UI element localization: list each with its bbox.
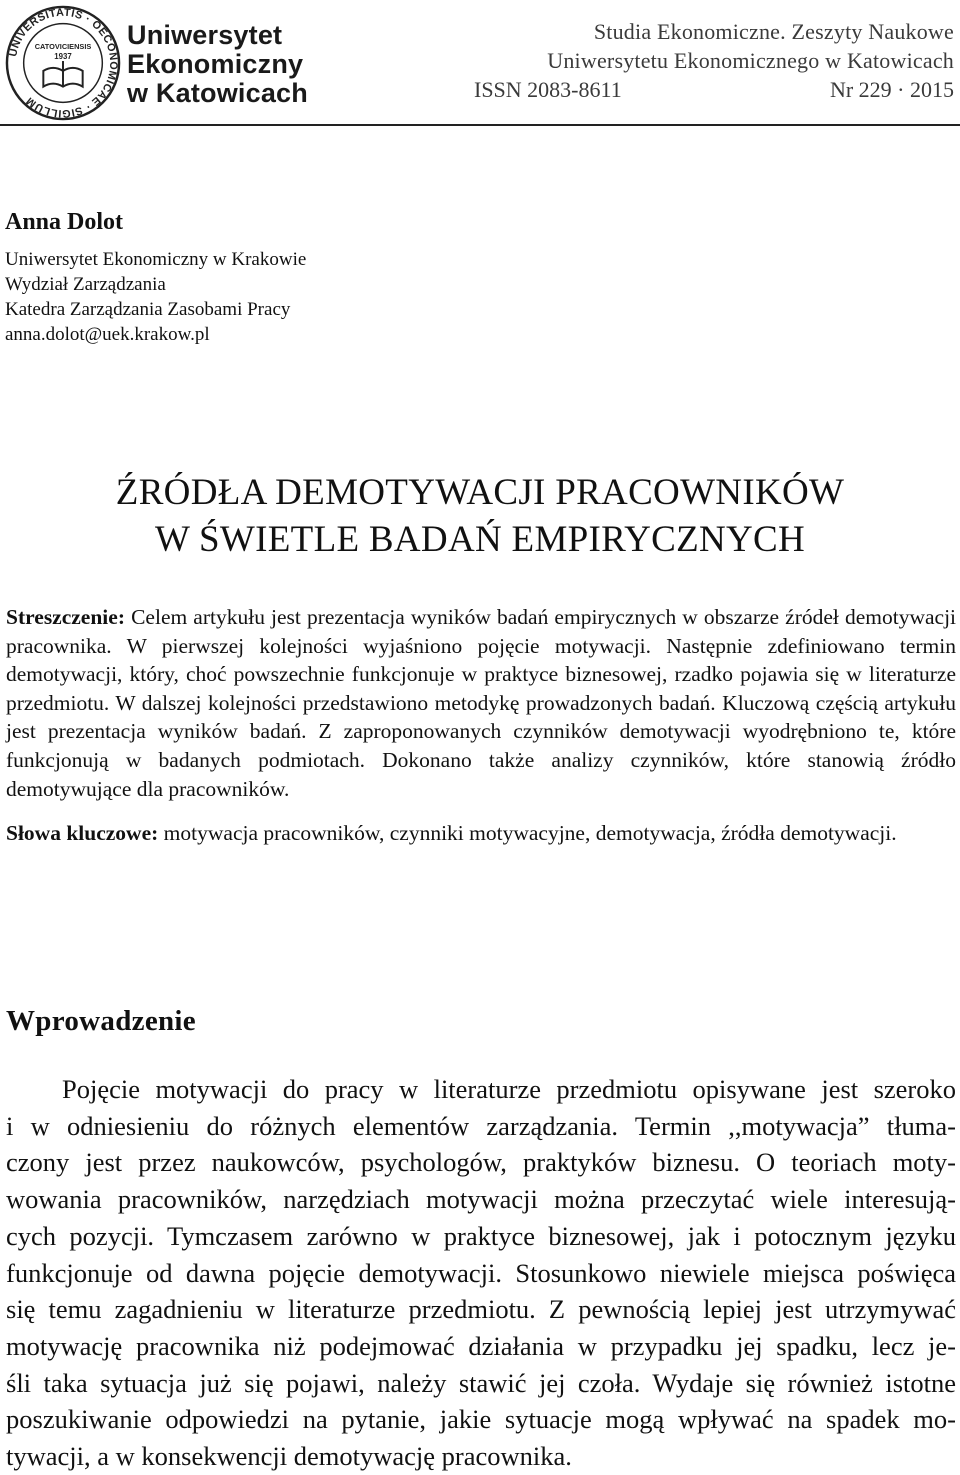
keywords xyxy=(6,819,956,848)
journal-info xyxy=(474,17,954,104)
introduction-paragraph xyxy=(6,1071,956,1475)
svg-text:1937: 1937 xyxy=(54,52,72,62)
intro-line: poszukiwanie odpowiedzi na pytanie, jakie sytuacje mogą wpływać na spadek mo- xyxy=(6,1404,956,1435)
abstract-section xyxy=(6,603,956,848)
intro-line: cych pozycji. Tymczasem zarówno w praktyce biznesowej, jak i potocznym języku xyxy=(6,1220,956,1251)
journal-title-line-2: Uniwersytetu Ekonomicznego w Katowicach xyxy=(547,48,954,73)
author-name: Anna Dolot xyxy=(5,209,124,235)
university-name-line-2: Ekonomiczny xyxy=(127,49,304,79)
article-title xyxy=(0,469,960,563)
author-affiliation-university: Uniwersytet Ekonomiczny w Krakowie xyxy=(5,249,307,270)
issn: ISSN 2083-8611 xyxy=(474,77,622,102)
intro-line: wowania pracowników, narzędziach motywacji można przeczytać wiele interesują- xyxy=(6,1184,956,1215)
intro-line: i w odniesieniu do różnych elementów zarządzania. Termin ,,motywacja” tłuma- xyxy=(6,1110,956,1141)
keywords-text: motywacja pracowników, czynniki motywacyjne, demotywacja, źródła demotywacji. xyxy=(163,821,897,846)
author-affiliation-faculty: Wydział Zarządzania xyxy=(5,274,166,295)
intro-line: funkcjonuje od dawna pojęcie demotywacji. Stosunkowo niewiele miejsca poświęca xyxy=(6,1257,956,1288)
keywords-label: Słowa kluczowe: xyxy=(6,821,159,846)
university-seal-logo xyxy=(4,4,122,122)
svg-text:UNIVERSITATIS · OECONOMICAE ·: UNIVERSITATIS · OECONOMICAE · SIGILLUM xyxy=(7,6,120,120)
intro-line: motywację pracownika niż podejmować działania w przypadku jej spadku, lecz je- xyxy=(6,1330,956,1361)
issue-row xyxy=(474,75,954,104)
university-name-line-3: w Katowicach xyxy=(127,78,308,108)
title-line-2: W ŚWIETLE BADAŃ EMPIRYCZNYCH xyxy=(154,519,806,560)
author-email: anna.dolot@uek.krakow.pl xyxy=(5,324,210,345)
abstract xyxy=(6,603,956,803)
title-line-1: ŹRÓDŁA DEMOTYWACJI PRACOWNIKÓW xyxy=(115,472,845,513)
author-block xyxy=(5,210,306,347)
intro-line: się temu zagadnieniu w literaturze przedmiotu. Z pewnością lepiej jest utrzymywać xyxy=(6,1294,956,1325)
university-name-logo xyxy=(127,21,308,108)
journal-title-line-1: Studia Ekonomiczne. Zeszyty Naukowe xyxy=(593,19,954,44)
intro-line: Pojęcie motywacji do pracy w literaturze przedmiotu opisywane jest szeroko xyxy=(62,1074,956,1104)
university-name-line-1: Uniwersytet xyxy=(127,20,283,50)
intro-line: tywacji, a w konsekwencji demotywację pracownika. xyxy=(6,1441,572,1472)
section-heading-introduction: Wprowadzenie xyxy=(6,1005,196,1037)
abstract-label: Streszczenie: xyxy=(6,605,125,629)
intro-line: śli taka sytuacja już się pojawi, należy stawić jej czoła. Wydaje się również istotne xyxy=(6,1367,956,1398)
page-header xyxy=(0,0,960,128)
author-affiliation-department: Katedra Zarządzania Zasobami Pracy xyxy=(5,299,291,320)
svg-text:CATOVICIENSIS: CATOVICIENSIS xyxy=(34,42,92,52)
header-divider xyxy=(0,124,960,126)
issue-number: Nr 229 · 2015 xyxy=(829,77,954,102)
abstract-text: Celem artykułu jest prezentacja wyników badań empirycznych w obszarze źródeł demotywacji pracownika. W pierwszej kolejności wyjaśniono pojęcie motywacji. Następnie zdefiniowano termin demotywacji, który, choć powszechnie funkcjonuje w praktyce biznesowej, rzadko pojawia się w literaturze przedmiotu. W dalszej kolejności przedstawiono metodykę prowadzonych badań. Kluczową częścią artykułu jest prezentacja wyników badań. Z zaproponowanych czynników demotywacji wyodrębniono te, które funkcjonują w badanych podmiotach. Dokonano także analizy czynników, które stanowią źródło demotywujące dla pracowników. xyxy=(6,605,957,801)
intro-line: czony jest przez naukowców, psychologów, praktyków biznesu. O teoriach moty- xyxy=(6,1147,956,1178)
